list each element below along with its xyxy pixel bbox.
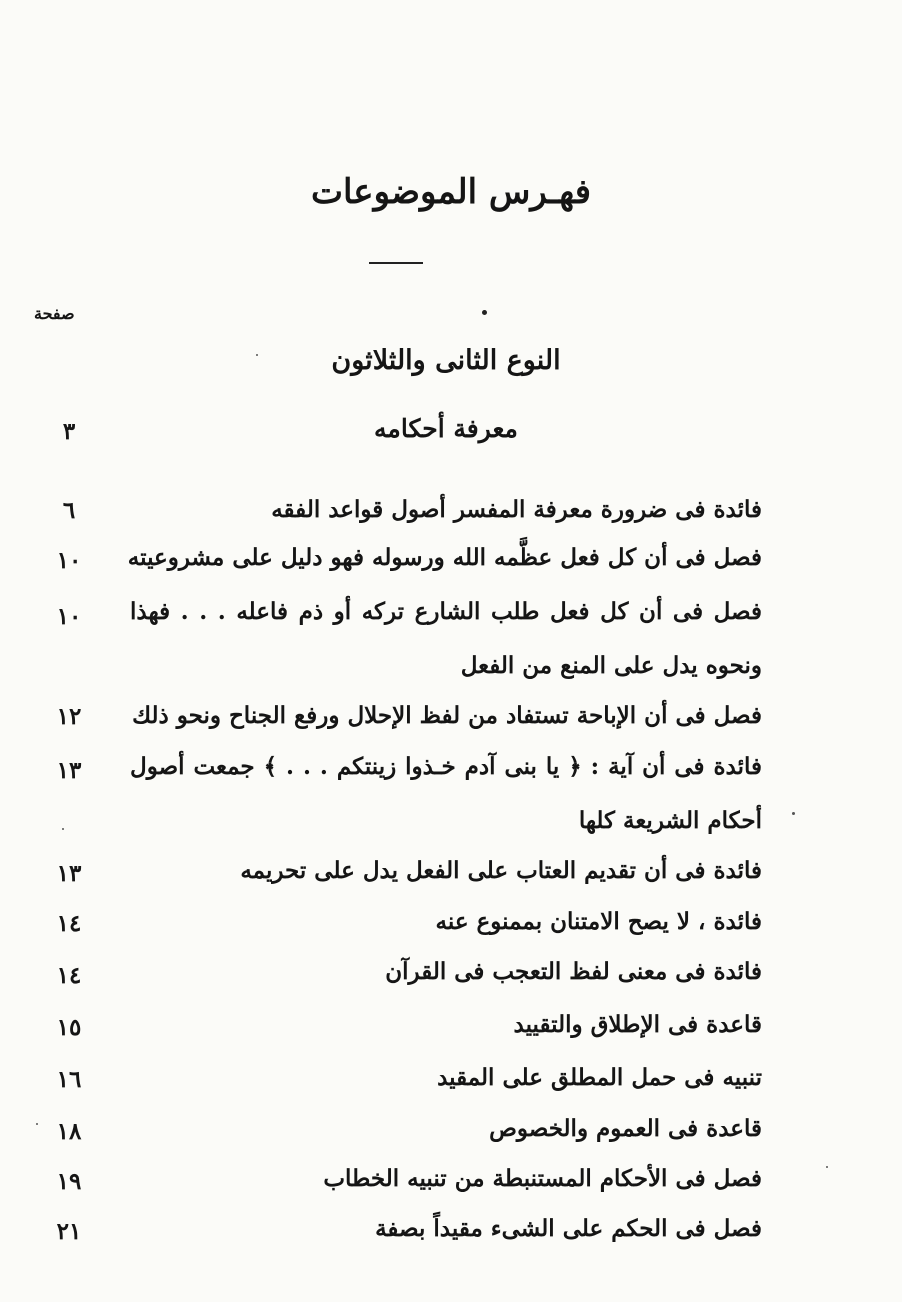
toc-entry-page: ١٣ [56, 860, 82, 887]
toc-entry-title[interactable]: فصل فى أن الإباحة تستفاد من لفظ الإحلال ورفع الجناح ونحو ذلك [132, 702, 762, 729]
toc-entry-page: ١٤ [56, 910, 82, 937]
toc-entry-title[interactable]: قاعدة فى الإطلاق والتقييد [513, 1011, 762, 1038]
toc-entry-page: ١٩ [56, 1168, 82, 1195]
toc-entry-page: ١٦ [56, 1066, 82, 1093]
toc-entry-title[interactable]: فصل فى الحكم على الشىء مقيداً بصفة [375, 1215, 762, 1242]
toc-entry-page: ١٣ [56, 757, 82, 784]
section-subject-heading: معرفة أحكامه [374, 414, 518, 443]
toc-entry-title[interactable]: فائدة فى أن تقديم العتاب على الفعل يدل على تحريمه [240, 857, 762, 884]
toc-entry-title[interactable]: فصل فى أن كل فعل عظَّمه الله ورسوله فهو دليل على مشروعيته [127, 544, 762, 571]
toc-entry-page: ١٥ [56, 1014, 82, 1041]
scan-speck [36, 1123, 38, 1125]
toc-entry-title[interactable]: فائدة فى ضرورة معرفة المفسر أصول قواعد الفقه [271, 496, 762, 523]
page-column-label: صفحة [34, 304, 75, 323]
toc-entry-page: ٦ [62, 497, 76, 524]
toc-entry-page: ١٨ [56, 1118, 82, 1145]
ornament-dot [482, 310, 487, 315]
toc-entry-title[interactable]: فائدة فى أن آية : ﴿ يا بنى آدم خـذوا زينتكم . . . ﴾ جمعت أصول أحكام الشريعة كلها [130, 753, 762, 834]
scan-speck [62, 828, 64, 830]
toc-entry-page: ١٢ [56, 703, 82, 730]
scan-speck [826, 1166, 828, 1168]
toc-entry-title[interactable]: تنبيه فى حمل المطلق على المقيد [437, 1064, 762, 1091]
page-title: فهـرس الموضوعات [310, 172, 592, 212]
toc-entry-page: ١٠ [56, 547, 82, 574]
scan-speck [792, 812, 795, 815]
section-type-heading: النوع الثانى والثلاثون [331, 345, 561, 376]
toc-entry-title[interactable]: قاعدة فى العموم والخصوص [489, 1115, 762, 1142]
toc-entry-title[interactable]: فصل فى الأحكام المستنبطة من تنبيه الخطاب [323, 1165, 762, 1192]
toc-entry-title[interactable]: فائدة فى معنى لفظ التعجب فى القرآن [385, 958, 762, 985]
toc-entry-title[interactable]: فصل فى أن كل فعل طلب الشارع تركه أو ذم فاعله . . . فهذا ونحوه يدل على المنع من الفعل [130, 598, 762, 679]
toc-entry-page: ١٠ [56, 603, 82, 630]
toc-entry-title[interactable]: فائدة ، لا يصح الامتنان بممنوع عنه [435, 908, 762, 935]
section-page-number: ٣ [62, 418, 76, 445]
title-rule [369, 262, 423, 264]
toc-entry-page: ٢١ [56, 1218, 82, 1245]
toc-entry-page: ١٤ [56, 962, 82, 989]
scan-speck [256, 354, 258, 356]
